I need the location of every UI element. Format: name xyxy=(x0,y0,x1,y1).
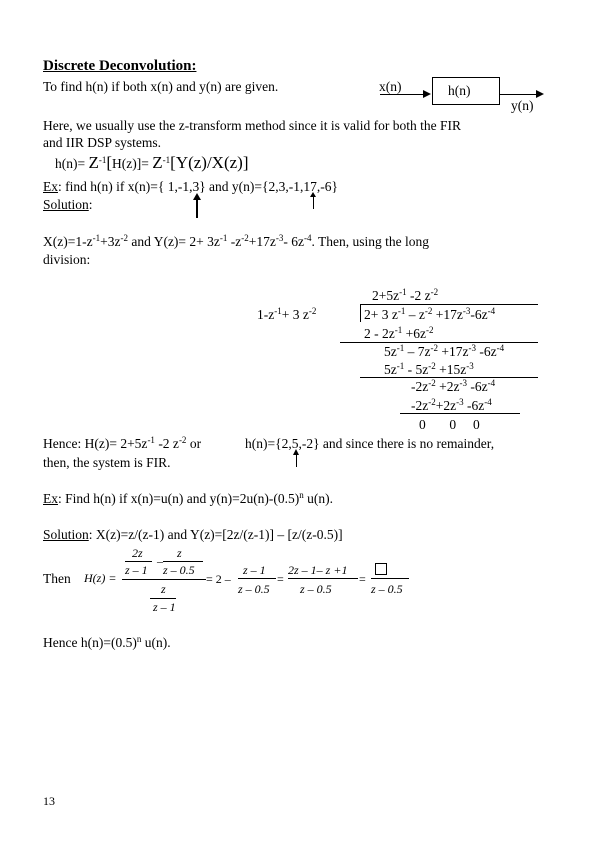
xz-yz-line: $X(z)=1-z^{-1}+3z^{-2}$ and $Y(z)= 2+ 3z^{-1}$ $-z^{-2}+17z^{-3}-$ $6z^{-4}$. Then, using the long xyxy=(43,233,430,249)
input-arrow-icon xyxy=(423,90,431,98)
example-1: Ex: find h(n) if x(n)={ 1,-1,3} and y(n)={2,3,-1,17,-6} xyxy=(43,179,338,194)
output-arrow-icon xyxy=(536,90,544,98)
fraction-line xyxy=(288,578,358,579)
h-of-z: H(z) = xyxy=(84,571,117,585)
division-word: division: xyxy=(43,252,91,267)
dividend: 2+ 3 $z^{-1} - z^{-2} +17z^{-3}-6z^{-4}$ xyxy=(364,306,496,322)
origin-marker-y xyxy=(313,197,314,209)
page-number: 13 xyxy=(43,794,55,808)
numerator-term: z xyxy=(177,546,182,560)
fir-conclusion: then, the system is FIR. xyxy=(43,455,171,470)
division-step: $2 - 2z^{-1} +6z^{-2}$ xyxy=(364,325,434,341)
fraction-line xyxy=(371,578,409,579)
fraction-line xyxy=(238,578,276,579)
equals-sign: = xyxy=(277,572,284,586)
origin-marker-x xyxy=(196,198,198,218)
missing-glyph-icon xyxy=(375,563,387,575)
paragraph-line: and IIR DSP systems. xyxy=(43,135,162,150)
division-rule xyxy=(400,413,520,414)
main-fraction-line xyxy=(122,579,206,580)
arrow-up-icon xyxy=(310,192,316,197)
intro-text: To find h(n) if both x(n) and y(n) are given. xyxy=(43,79,279,94)
denominator-term: z xyxy=(161,582,166,596)
numerator-term: 2z xyxy=(132,546,143,560)
page-title: Discrete Deconvolution: xyxy=(43,58,197,74)
paragraph-line: Here, we usually use the z-transform method since it is valid for both the FIR xyxy=(43,118,462,133)
division-rule xyxy=(360,377,538,378)
input-label: x(n) xyxy=(379,79,402,94)
division-rule xyxy=(340,342,538,343)
arrow-up-icon xyxy=(193,193,201,200)
division-step: $-2z^{-2} +2z^{-3}$ $-6z^{-4}$ xyxy=(411,378,496,394)
hence-result-2: Hence $h(n)=(0.5)^n$ u(n). xyxy=(43,634,171,650)
remainder: 0 0 0 xyxy=(419,417,480,432)
denominator-term: z – 1 xyxy=(153,600,176,614)
solution-2: Solution: X(z)=z/(z-1) and Y(z)=[2z/(z-1)] – [z/(z-0.5)] xyxy=(43,527,343,542)
divisor: $1-z^{-1}+ 3$ $z^{-2}$ xyxy=(257,306,317,322)
equals-term: = 2 – xyxy=(206,572,231,586)
input-line xyxy=(380,94,424,95)
denominator-term: z – 0.5 xyxy=(371,582,403,596)
division-bar xyxy=(360,304,538,305)
fraction-line xyxy=(125,561,152,562)
denominator-term: z – 0.5 xyxy=(163,563,195,577)
denominator-term: z – 0.5 xyxy=(300,582,332,596)
fraction-line xyxy=(163,561,203,562)
numerator-term: z – 1 xyxy=(243,563,266,577)
then-word: Then xyxy=(43,571,71,586)
example-2: Ex: Find h(n) if x(n)=u(n) and $y(n)=2u(n)-(0.5)^n$ u(n). xyxy=(43,490,334,506)
origin-marker-h xyxy=(296,453,297,467)
arrow-up-icon xyxy=(293,449,299,455)
output-label: y(n) xyxy=(511,98,534,113)
numerator-term: 2z – 1– z +1 xyxy=(288,563,348,577)
quotient: $2+5z^{-1}$ -2 $z^{-2}$ xyxy=(372,287,439,303)
denominator-term: z – 0.5 xyxy=(238,582,270,596)
hence-result-1: Hence: $H(z)= 2+5z^{-1}$ -2 $z^{-2}$ or xyxy=(43,435,202,451)
fraction-line xyxy=(150,598,176,599)
system-label: h(n) xyxy=(448,83,471,98)
hn-result: h(n)={2,5,-2} and since there is no remainder, xyxy=(245,436,495,451)
division-step: $-2z^{-2}+2z^{-3}$ $-6z^{-4}$ xyxy=(411,397,492,413)
division-step: $5z^{-1} - 5z^{-2} +15z^{-3}$ xyxy=(384,361,474,377)
inverse-z-formula: $h(n)= Z^{-1}[H(z)]= Z^{-1}[Y(z)/X(z)]$ xyxy=(55,153,249,172)
minus-sign: – xyxy=(157,554,163,568)
output-line xyxy=(499,94,537,95)
denominator-term: z – 1 xyxy=(125,563,148,577)
division-bracket xyxy=(360,304,361,322)
equals-sign: = xyxy=(359,572,366,586)
division-step: $5z^{-1} - 7z^{-2} +17z^{-3}$ $-6z^{-4}$ xyxy=(384,343,505,359)
solution-label: Solution: xyxy=(43,197,93,212)
